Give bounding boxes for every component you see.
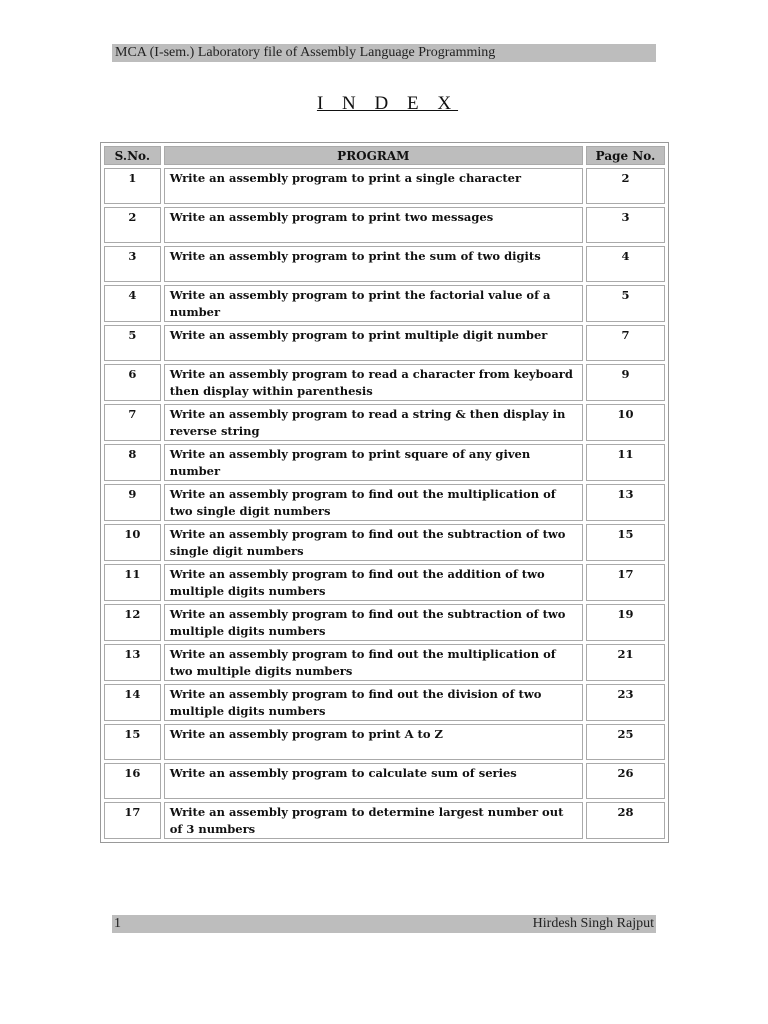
row-sno: 12 bbox=[104, 604, 161, 641]
table-row bbox=[104, 364, 665, 401]
row-sno: 11 bbox=[104, 564, 161, 601]
row-page: 5 bbox=[586, 285, 665, 322]
row-program: Write an assembly program to print multiple digit number bbox=[164, 325, 583, 361]
row-sno: 16 bbox=[104, 763, 161, 799]
table-row bbox=[104, 168, 665, 204]
row-sno: 1 bbox=[104, 168, 161, 204]
table-row bbox=[104, 644, 665, 681]
row-program: Write an assembly program to print a single character bbox=[164, 168, 583, 204]
row-program: Write an assembly program to print two messages bbox=[164, 207, 583, 243]
row-sno: 10 bbox=[104, 524, 161, 561]
row-program: Write an assembly program to calculate sum of series bbox=[164, 763, 583, 799]
row-page: 25 bbox=[586, 724, 665, 760]
row-page: 26 bbox=[586, 763, 665, 799]
row-sno: 2 bbox=[104, 207, 161, 243]
row-sno: 17 bbox=[104, 802, 161, 839]
table-row bbox=[104, 444, 665, 481]
row-page: 28 bbox=[586, 802, 665, 839]
row-program: Write an assembly program to print square of any given number bbox=[164, 444, 583, 481]
footer-page-number: 1 bbox=[114, 916, 121, 931]
table-row bbox=[104, 484, 665, 521]
table-row bbox=[104, 246, 665, 282]
row-program: Write an assembly program to find out the addition of two multiple digits numbers bbox=[164, 564, 583, 601]
row-program: Write an assembly program to read a character from keyboard then display within parenthesis bbox=[164, 364, 583, 401]
title-text: I N D E X bbox=[316, 93, 459, 114]
row-page: 19 bbox=[586, 604, 665, 641]
row-page: 15 bbox=[586, 524, 665, 561]
index-table bbox=[100, 142, 669, 843]
column-header-sno: S.No. bbox=[104, 146, 161, 165]
row-sno: 3 bbox=[104, 246, 161, 282]
row-sno: 4 bbox=[104, 285, 161, 322]
row-program: Write an assembly program to find out the multiplication of two multiple digits numbers bbox=[164, 644, 583, 681]
table-row bbox=[104, 404, 665, 441]
page-title bbox=[0, 93, 768, 115]
header-text: MCA (I-sem.) Laboratory file of Assembly Language Programming bbox=[115, 45, 496, 60]
table-row bbox=[104, 802, 665, 839]
table-row bbox=[104, 207, 665, 243]
row-page: 7 bbox=[586, 325, 665, 361]
page-footer bbox=[112, 915, 656, 933]
table-row bbox=[104, 724, 665, 760]
row-sno: 7 bbox=[104, 404, 161, 441]
row-program: Write an assembly program to read a string & then display in reverse string bbox=[164, 404, 583, 441]
row-page: 2 bbox=[586, 168, 665, 204]
row-program: Write an assembly program to find out the division of two multiple digits numbers bbox=[164, 684, 583, 721]
row-page: 3 bbox=[586, 207, 665, 243]
row-program: Write an assembly program to find out the subtraction of two multiple digits numbers bbox=[164, 604, 583, 641]
table-body bbox=[104, 168, 665, 839]
row-program: Write an assembly program to find out the subtraction of two single digit numbers bbox=[164, 524, 583, 561]
column-header-program: PROGRAM bbox=[164, 146, 583, 165]
table-row bbox=[104, 763, 665, 799]
table-row bbox=[104, 564, 665, 601]
table-header-row bbox=[104, 146, 665, 165]
row-program: Write an assembly program to print A to Z bbox=[164, 724, 583, 760]
table-row bbox=[104, 325, 665, 361]
row-sno: 5 bbox=[104, 325, 161, 361]
row-sno: 14 bbox=[104, 684, 161, 721]
footer-author: Hirdesh Singh Rajput bbox=[532, 916, 654, 931]
row-sno: 13 bbox=[104, 644, 161, 681]
row-page: 17 bbox=[586, 564, 665, 601]
row-page: 4 bbox=[586, 246, 665, 282]
table-row bbox=[104, 604, 665, 641]
page-header bbox=[112, 44, 656, 62]
row-page: 21 bbox=[586, 644, 665, 681]
row-sno: 8 bbox=[104, 444, 161, 481]
row-sno: 6 bbox=[104, 364, 161, 401]
column-header-page: Page No. bbox=[586, 146, 665, 165]
table-row bbox=[104, 524, 665, 561]
table-row bbox=[104, 285, 665, 322]
table-row bbox=[104, 684, 665, 721]
row-page: 23 bbox=[586, 684, 665, 721]
row-program: Write an assembly program to find out the multiplication of two single digit numbers bbox=[164, 484, 583, 521]
row-sno: 15 bbox=[104, 724, 161, 760]
row-page: 11 bbox=[586, 444, 665, 481]
row-program: Write an assembly program to print the factorial value of a number bbox=[164, 285, 583, 322]
row-program: Write an assembly program to print the sum of two digits bbox=[164, 246, 583, 282]
row-page: 9 bbox=[586, 364, 665, 401]
row-sno: 9 bbox=[104, 484, 161, 521]
row-page: 10 bbox=[586, 404, 665, 441]
row-program: Write an assembly program to determine largest number out of 3 numbers bbox=[164, 802, 583, 839]
row-page: 13 bbox=[586, 484, 665, 521]
